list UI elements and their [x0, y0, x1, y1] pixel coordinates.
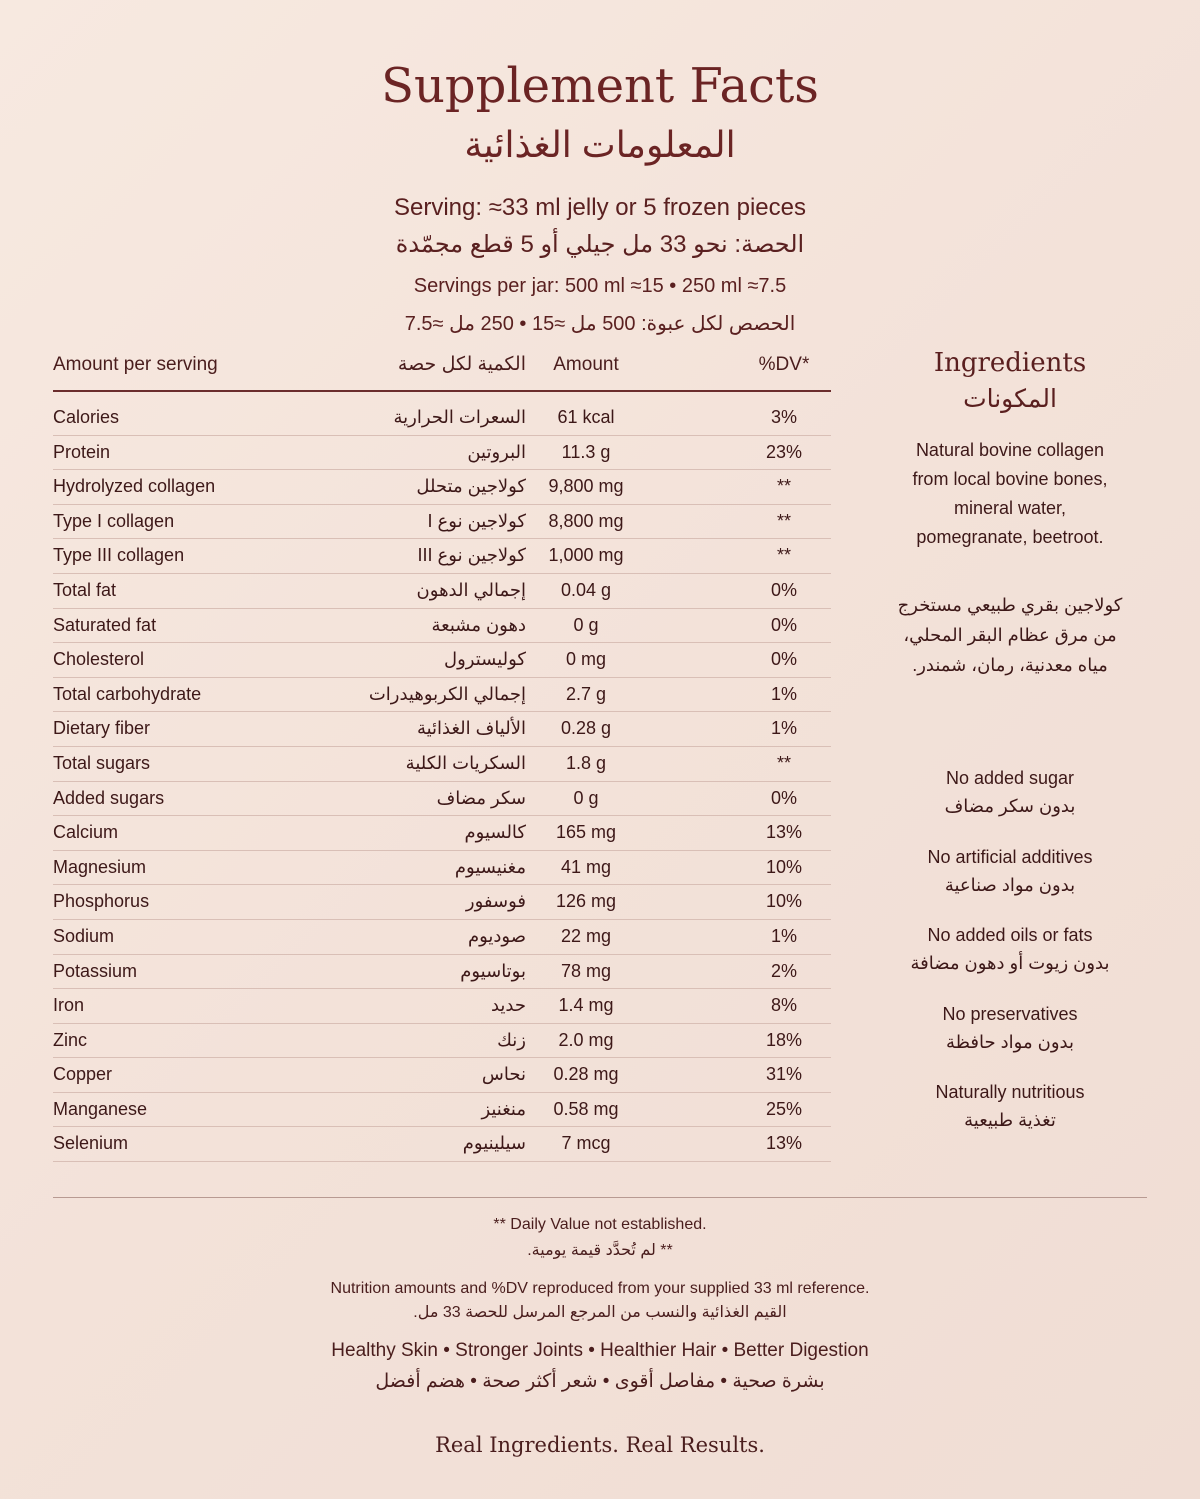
- nutrient-name-arabic: دهون مشبعة: [431, 614, 526, 635]
- table-row: [53, 643, 831, 678]
- table-row: [53, 505, 831, 540]
- nutrient-name-arabic: مغنيسيوم: [454, 856, 526, 877]
- ingredients-list: [870, 436, 1150, 552]
- table-row: [53, 1024, 831, 1059]
- claim-text-arabic: بدون مواد صناعية: [944, 874, 1076, 895]
- ingredients-line: mineral water,: [953, 498, 1067, 518]
- dv-footnote: ** Daily Value not established.: [493, 1216, 707, 1233]
- table-row: [53, 539, 831, 574]
- nutrient-amount: 11.3 g: [561, 441, 611, 462]
- nutrient-name-arabic: كولاجين نوع I: [427, 510, 526, 531]
- table-row: [53, 989, 831, 1024]
- claim-text: No preservatives: [942, 1003, 1078, 1024]
- nutrient-name: Dietary fiber: [53, 718, 151, 739]
- claim-item: [870, 843, 1150, 922]
- nutrient-dv: **: [776, 545, 791, 566]
- nutrient-name: Phosphorus: [53, 891, 150, 912]
- nutrient-dv: 3%: [770, 407, 797, 427]
- nutrient-name: Magnesium: [53, 856, 147, 877]
- nutrient-dv: 1%: [770, 683, 797, 704]
- nutrient-amount: 0.04 g: [560, 579, 612, 600]
- nutrient-name-arabic: فوسفور: [465, 891, 526, 912]
- nutrient-amount: 165 mg: [555, 822, 617, 843]
- nutrient-name-arabic: كولاجين نوع III: [417, 545, 526, 566]
- table-row: [53, 401, 831, 436]
- nutrient-name: Copper: [53, 1064, 113, 1085]
- ingredients-line: from local bovine bones,: [912, 469, 1108, 489]
- ingredients-list-arabic: [870, 590, 1150, 680]
- nutrient-amount: 0.28 g: [560, 718, 612, 739]
- table-row: [53, 712, 831, 747]
- table-row: [53, 470, 831, 505]
- nutrient-name-arabic: زنك: [497, 1029, 526, 1050]
- ingredients-line: pomegranate, beetroot.: [916, 527, 1104, 547]
- claim-text: No added oils or fats: [927, 925, 1093, 945]
- nutrient-amount: 2.7 g: [565, 683, 607, 704]
- table-row: [53, 609, 831, 644]
- nutrient-name: Calories: [53, 407, 120, 427]
- nutrient-name-arabic: إجمالي الدهون: [416, 579, 526, 600]
- table-row: [53, 885, 831, 920]
- table-row: [53, 747, 831, 782]
- nutrient-dv: **: [776, 510, 791, 531]
- nutrient-amount: 126 mg: [555, 891, 617, 912]
- table-row: [53, 816, 831, 851]
- nutrient-name-arabic: السكريات الكلية: [405, 752, 526, 773]
- nutrient-name: Total sugars: [53, 752, 151, 773]
- nutrient-dv: 1%: [770, 718, 797, 739]
- ingredients-line-arabic: مياه معدنية، رمان، شمندر.: [912, 655, 1108, 675]
- nutrient-name: Calcium: [53, 822, 119, 843]
- nutrient-name: Selenium: [53, 1133, 129, 1154]
- nutrient-name: Protein: [53, 441, 111, 462]
- nutrient-dv: 13%: [765, 1133, 803, 1154]
- claim-text: No added sugar: [945, 768, 1075, 788]
- nutrient-name-arabic: صوديوم: [467, 925, 526, 946]
- nutrient-name-arabic: حديد: [490, 995, 526, 1016]
- nutrient-name: Cholesterol: [53, 649, 145, 670]
- nutrient-dv: 23%: [765, 441, 803, 462]
- nutrient-amount: 0 mg: [565, 649, 607, 670]
- nutrient-amount: 78 mg: [560, 960, 612, 981]
- serving-size-arabic: الحصة: نحو 33 مل جيلي أو 5 قطع مجمّدة: [395, 231, 805, 258]
- supplement-facts-table: [53, 350, 831, 1162]
- nutrient-dv: **: [776, 476, 791, 497]
- nutrient-dv: 13%: [765, 822, 803, 843]
- nutrient-name-arabic: كولاجين متحلل: [416, 476, 526, 497]
- nutrient-amount: 1.4 mg: [558, 995, 614, 1016]
- nutrient-dv: 0%: [770, 649, 797, 670]
- claim-item: [870, 1078, 1150, 1157]
- table-body: [53, 401, 831, 1162]
- nutrient-name-arabic: سيلينيوم: [462, 1133, 526, 1154]
- dv-footnote-arabic: ** لم تُحدَّد قيمة يومية.: [527, 1242, 673, 1259]
- nutrient-dv: 1%: [770, 925, 797, 946]
- nutrient-name: Type I collagen: [53, 510, 175, 531]
- page-title-arabic: المعلومات الغذائية: [464, 124, 736, 165]
- nutrient-name: Total fat: [53, 579, 117, 600]
- nutrient-amount: 1,000 mg: [548, 545, 624, 566]
- table-row: [53, 782, 831, 817]
- nutrient-dv: 10%: [765, 856, 803, 877]
- tagline: Real Ingredients. Real Results.: [435, 1433, 765, 1457]
- page-title: Supplement Facts: [381, 58, 819, 114]
- nutrient-name: Hydrolyzed collagen: [53, 476, 216, 497]
- nutrient-dv: **: [776, 752, 791, 773]
- nutrient-name: Manganese: [53, 1098, 148, 1119]
- table-row: [53, 1058, 831, 1093]
- nutrient-name-arabic: كوليسترول: [444, 649, 526, 670]
- ingredients-line-arabic: كولاجين بقري طبيعي مستخرج: [897, 595, 1123, 615]
- ingredients-line: Natural bovine collagen: [915, 440, 1105, 460]
- table-row: [53, 1127, 831, 1162]
- table-header: [53, 350, 831, 392]
- ingredients-line-arabic: من مرق عظام البقر المحلي،: [903, 625, 1117, 645]
- nutrient-amount: 7 mcg: [561, 1133, 611, 1154]
- nutrient-name-arabic: كالسيوم: [464, 822, 526, 843]
- serving-size: Serving: ≈33 ml jelly or 5 frozen pieces: [393, 194, 807, 221]
- claim-text: No artificial additives: [927, 846, 1093, 867]
- table-row: [53, 436, 831, 471]
- nutrient-amount: 8,800 mg: [548, 510, 624, 531]
- claim-text-arabic: تغذية طبيعية: [964, 1110, 1056, 1130]
- nutrient-amount: 9,800 mg: [548, 476, 624, 497]
- table-row: [53, 920, 831, 955]
- ingredients-title: Ingredients: [933, 348, 1087, 378]
- nutrient-name: Total carbohydrate: [53, 683, 202, 704]
- nutrient-dv: 10%: [765, 891, 803, 912]
- column-header-amount: Amount: [553, 354, 619, 375]
- ingredients-panel: [870, 348, 1150, 680]
- nutrient-name: Added sugars: [53, 787, 165, 808]
- nutrient-name-arabic: إجمالي الكربوهيدرات: [368, 683, 526, 704]
- nutrient-amount: 61 kcal: [557, 407, 615, 427]
- footer-divider: [53, 1197, 1147, 1198]
- claim-item: [870, 921, 1150, 1000]
- nutrient-amount: 0.28 mg: [553, 1064, 619, 1085]
- nutrient-name-arabic: السعرات الحرارية: [393, 407, 526, 427]
- column-header-amount-per-serving-arabic: الكمية لكل حصة: [397, 354, 526, 375]
- nutrient-name: Saturated fat: [53, 614, 157, 635]
- benefits-line-arabic: بشرة صحية • مفاصل أقوى • شعر أكثر صحة • هضم أفضل: [375, 1371, 825, 1392]
- servings-per-jar-arabic: الحصص لكل عبوة: 500 مل ≈15 • 250 مل ≈7.5: [404, 313, 796, 335]
- claim-text-arabic: بدون زيوت أو دهون مضافة: [910, 953, 1110, 973]
- nutrient-amount: 41 mg: [560, 856, 612, 877]
- nutrient-name-arabic: الألياف الغذائية: [416, 718, 526, 739]
- nutrient-dv: 18%: [765, 1029, 803, 1050]
- nutrient-amount: 0 g: [573, 787, 599, 808]
- table-row: [53, 574, 831, 609]
- table-row: [53, 955, 831, 990]
- nutrient-amount: 2.0 mg: [558, 1029, 614, 1050]
- table-row: [53, 1093, 831, 1128]
- nutrient-dv: 31%: [765, 1064, 803, 1085]
- product-claims: [870, 764, 1150, 1157]
- column-header-dv: %DV*: [758, 354, 810, 375]
- nutrient-dv: 8%: [770, 995, 797, 1016]
- claim-item: [870, 1000, 1150, 1079]
- claim-text-arabic: بدون سكر مضاف: [944, 796, 1076, 816]
- column-header-amount-per-serving: Amount per serving: [53, 354, 218, 375]
- nutrient-dv: 0%: [770, 787, 797, 808]
- nutrient-amount: 0.58 mg: [553, 1098, 619, 1119]
- table-row: [53, 678, 831, 713]
- nutrient-name: Type III collagen: [53, 545, 185, 566]
- benefits-line: Healthy Skin • Stronger Joints • Healthier Hair • Better Digestion: [331, 1340, 869, 1361]
- nutrient-amount: 1.8 g: [565, 752, 607, 773]
- reference-note: Nutrition amounts and %DV reproduced from your supplied 33 ml reference.: [330, 1280, 870, 1297]
- reference-note-arabic: القيم الغذائية والنسب من المرجع المرسل للحصة 33 مل.: [413, 1304, 787, 1321]
- nutrient-name-arabic: بوتاسيوم: [460, 960, 526, 981]
- nutrient-name-arabic: نحاس: [481, 1064, 526, 1085]
- nutrient-dv: 25%: [765, 1098, 803, 1119]
- nutrient-dv: 2%: [770, 960, 797, 981]
- claim-text: Naturally nutritious: [935, 1082, 1085, 1102]
- claim-item: [870, 764, 1150, 843]
- table-row: [53, 851, 831, 886]
- nutrient-name-arabic: سكر مضاف: [436, 787, 526, 808]
- nutrient-name: Iron: [53, 995, 85, 1016]
- nutrient-amount: 0 g: [573, 614, 599, 635]
- nutrient-name-arabic: منغنيز: [481, 1098, 526, 1119]
- nutrient-dv: 0%: [770, 614, 797, 635]
- servings-per-jar: Servings per jar: 500 ml ≈15 • 250 ml ≈7.5: [413, 275, 787, 297]
- nutrient-name: Potassium: [53, 960, 138, 981]
- nutrient-name: Sodium: [53, 925, 115, 946]
- claim-text-arabic: بدون مواد حافظة: [946, 1031, 1074, 1052]
- nutrient-name: Zinc: [53, 1029, 88, 1050]
- ingredients-title-arabic: المكونات: [963, 385, 1057, 413]
- nutrient-name-arabic: البروتين: [467, 441, 526, 462]
- nutrient-amount: 22 mg: [560, 925, 612, 946]
- nutrient-dv: 0%: [770, 579, 797, 600]
